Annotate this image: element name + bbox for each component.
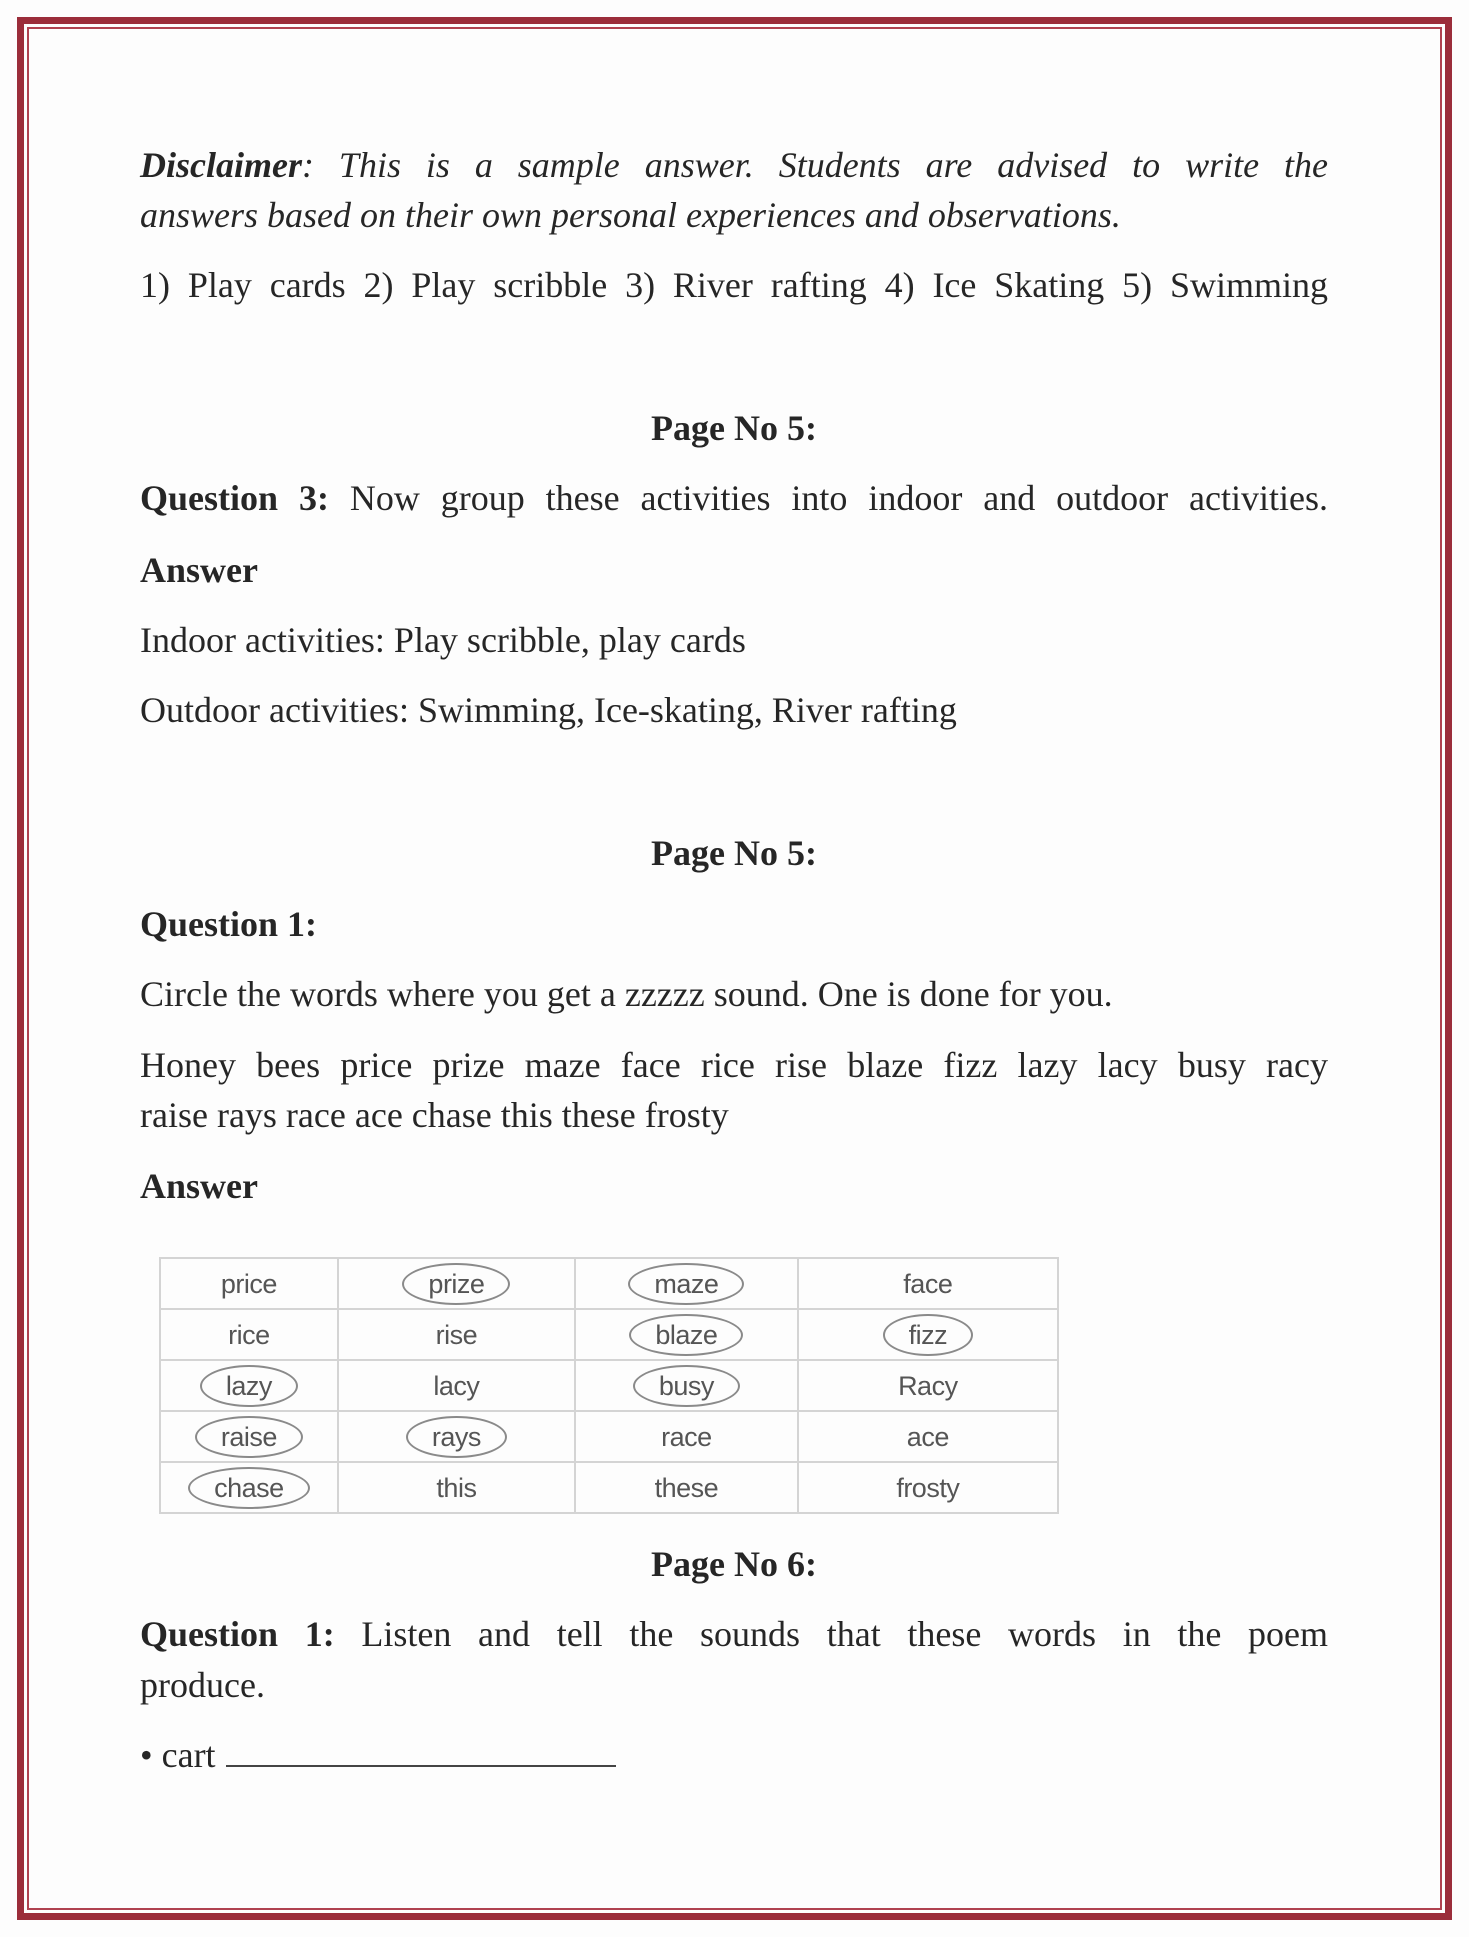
bullet-word: cart: [161, 1735, 216, 1775]
table-cell: [338, 1462, 575, 1513]
question-1-sounds: [140, 1614, 1328, 1654]
table-cell: [575, 1309, 798, 1360]
table-cell: [338, 1411, 575, 1462]
table-cell: [798, 1360, 1058, 1411]
circled-word: rays: [406, 1416, 507, 1458]
word-list-line-2: raise rays race ace chase this these frosty: [140, 1095, 729, 1135]
word: race: [661, 1421, 712, 1452]
table-cell: [160, 1258, 338, 1309]
table-row: [160, 1462, 1058, 1513]
table-cell: [338, 1360, 575, 1411]
word: Racy: [898, 1370, 958, 1401]
table-cell: [575, 1462, 798, 1513]
circled-word: lazy: [200, 1365, 298, 1407]
table-cell: [575, 1258, 798, 1309]
table-cell: [160, 1360, 338, 1411]
question-1-sounds-cont: produce.: [140, 1665, 265, 1705]
table-row: [160, 1309, 1058, 1360]
page-heading-5b: Page No 5:: [651, 833, 817, 873]
circled-word: prize: [402, 1263, 510, 1305]
word: price: [220, 1268, 277, 1299]
question-label: Question 1:: [140, 1614, 335, 1654]
outdoor-activities: Outdoor activities: Swimming, Ice-skating, River rafting: [140, 690, 957, 730]
page-heading-5a: Page No 5:: [651, 408, 817, 448]
circled-word: raise: [195, 1416, 303, 1458]
circled-word: blaze: [629, 1314, 743, 1356]
word: this: [436, 1472, 477, 1503]
word-list-line-1: Honey bees price prize maze face rice rise blaze fizz lazy lacy busy racy: [140, 1045, 1328, 1085]
table-row: [160, 1258, 1058, 1309]
bullet-item-cart: [140, 1735, 1328, 1775]
table-cell: [160, 1309, 338, 1360]
question-1-label: Question 1:: [140, 904, 318, 944]
table-cell: [798, 1258, 1058, 1309]
bullet-icon: •: [140, 1735, 153, 1775]
question-text: Listen and tell the sounds that these words in the poem: [334, 1614, 1329, 1654]
word: face: [903, 1268, 953, 1299]
circled-word: chase: [188, 1467, 310, 1509]
table-cell: [798, 1462, 1058, 1513]
word: these: [654, 1472, 719, 1503]
page-heading-6: Page No 6:: [651, 1544, 817, 1584]
word: rice: [228, 1319, 270, 1350]
disclaimer-line-2: answers based on their own personal experiences and observations.: [140, 195, 1121, 235]
word: rise: [435, 1319, 478, 1350]
circled-word: fizz: [883, 1314, 974, 1356]
question-label: Question 3:: [140, 478, 329, 518]
word-answer-table: [159, 1257, 1059, 1514]
table-row: [160, 1411, 1058, 1462]
activity-list: 1) Play cards 2) Play scribble 3) River rafting 4) Ice Skating 5) Swimming: [140, 265, 1328, 305]
table-cell: [338, 1258, 575, 1309]
question-3: [140, 478, 1328, 518]
table-cell: [798, 1309, 1058, 1360]
table-cell: [798, 1411, 1058, 1462]
table-cell: [575, 1360, 798, 1411]
table-row: [160, 1360, 1058, 1411]
indoor-activities: Indoor activities: Play scribble, play cards: [140, 620, 746, 660]
disclaimer-line-1: Disclaimer: This is a sample answer. Students are advised to write the: [140, 145, 1328, 185]
table-cell: [338, 1309, 575, 1360]
question-text: Now group these activities into indoor and outdoor activities.: [328, 478, 1329, 518]
word: lacy: [433, 1370, 480, 1401]
circle-instruction: Circle the words where you get a zzzzz sound. One is done for you.: [140, 974, 1113, 1014]
answer-label-1: Answer: [140, 550, 258, 590]
disclaimer-label: Disclaimer: [140, 145, 302, 185]
circled-word: maze: [628, 1263, 744, 1305]
table-cell: [160, 1411, 338, 1462]
word: frosty: [896, 1472, 960, 1503]
table-cell: [575, 1411, 798, 1462]
table-cell: [160, 1462, 338, 1513]
answer-blank-line[interactable]: [226, 1735, 616, 1767]
word: ace: [906, 1421, 949, 1452]
answer-label-2: Answer: [140, 1166, 258, 1206]
circled-word: busy: [633, 1365, 740, 1407]
